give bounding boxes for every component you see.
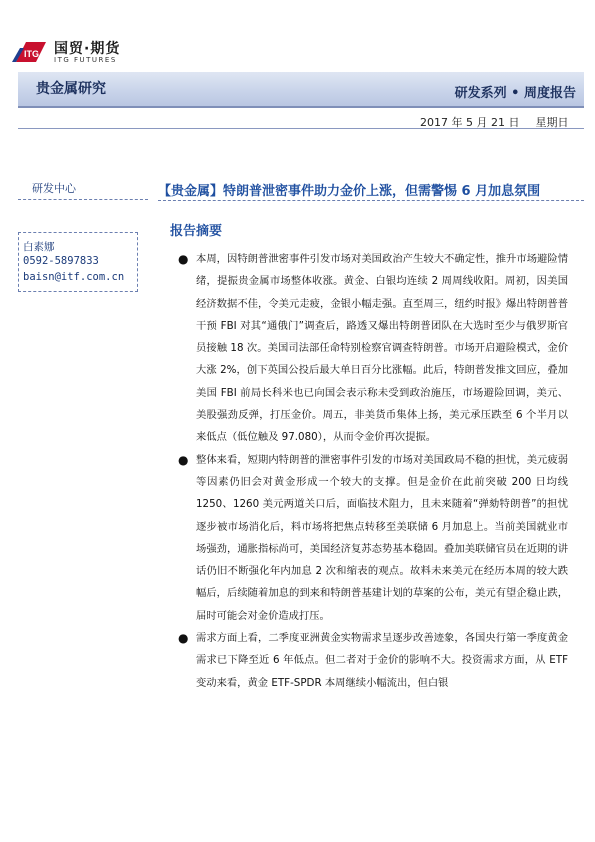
bullet-text: 需求方面上看，二季度亚洲黄金实物需求呈逐步改善迹象，各国央行第一季度黄金需求已下降至近 6 年低点。但二者对于金价的影响不大。投资需求方面，从 ETF 变动来看，黄金 ETF-SPDR 本周继续小幅流出，但白银 — [196, 632, 568, 689]
report-date: 2017 年 5 月 21 日 — [420, 116, 520, 129]
svg-text:ITG: ITG — [24, 49, 39, 59]
summary-bullet — [176, 449, 568, 627]
sidebar-divider — [18, 199, 148, 200]
summary-bullet — [176, 627, 568, 694]
title-divider — [158, 200, 584, 201]
bullet-dot-icon: ● — [178, 252, 189, 266]
report-series: 研发系列 • 周度报告 — [454, 86, 576, 101]
bullet-text: 整体来看，短期内特朗普的泄密事件引发的市场对美国政局不稳的担忧，美元疲弱等因素仍旧会对黄金形成一个较大的支撑。但是金价在此前突破 200 日均线 1250、1260 美元两道关口后，面临技术阻力，且未来随着“弹劾特朗普”的担忧逐步被市场消化后，料市场将把焦点转移至美联储 6 月加息上。当前美国就业市场强劲，通胀指标尚可，美国经济复苏态势基本稳固。叠加美联储官员在近期的讲话仍旧不断强化年内加息 2 次和缩表的观点。故料未来美元在经历本周的较大跌幅后，后续随着加息的到来和特朗普基建计划的草案的公布，美元有望企稳止跌，届时可能会对金价造成打压。 — [196, 453, 568, 622]
itg-logo-icon — [12, 40, 48, 66]
logo-name-cn: 国贸·期货 — [54, 41, 121, 57]
report-weekday: 星期日 — [535, 116, 569, 129]
dept-label: 研发中心 — [32, 182, 76, 195]
contact-phone: 0592-5897833 — [23, 255, 99, 267]
header-banner — [18, 72, 584, 108]
bullet-text: 本周，因特朗普泄密事件引发市场对美国政治产生较大不确定性，推升市场避险情绪，提振贵金属市场整体收涨。黄金、白银均连续 2 周周线收阳。周初，因美国经济数据不佳，令美元走疲，金银小幅走强。直至周三，纽约时报》爆出特朗普普干预 FBI 对其“通俄门”调查后，路透又爆出特朗普团队在大选时至少与俄罗斯官员接触 18 次。美国司法部任命特别检察官调查特朗普。市场开启避险模式，金价大涨 2%，创下英国公投后最大单日百分比涨幅。此后，特朗普发推文回应，叠加美国 FBI 前局长科米也已向国会表示称未受到政治施压，市场避险回调，美元、美股强劲反弹，打压金价。周五，非美货币集体上扬，美元承压跌至 6 个半月以来低点（低位触及 97.080），从而令金价再次提振。 — [196, 253, 568, 444]
header-divider — [18, 128, 584, 129]
bullet-dot-icon: ● — [178, 631, 189, 646]
summary-bullet — [176, 248, 568, 449]
contact-name: 白素娜 — [23, 241, 55, 253]
contact-email: baisn@itf.com.cn — [23, 271, 125, 283]
report-title: 【贵金属】特朗普泄密事件助力金价上涨，但需警惕 6 月加息氛围 — [158, 184, 541, 199]
summary-heading: 报告摘要 — [170, 224, 223, 239]
section-name: 贵金属研究 — [36, 81, 106, 97]
bullet-dot-icon: ● — [178, 452, 189, 467]
contact-box — [18, 232, 138, 292]
summary-list — [176, 248, 568, 694]
logo-name-en: ITG FUTURES — [54, 56, 117, 64]
company-logo — [12, 38, 124, 70]
